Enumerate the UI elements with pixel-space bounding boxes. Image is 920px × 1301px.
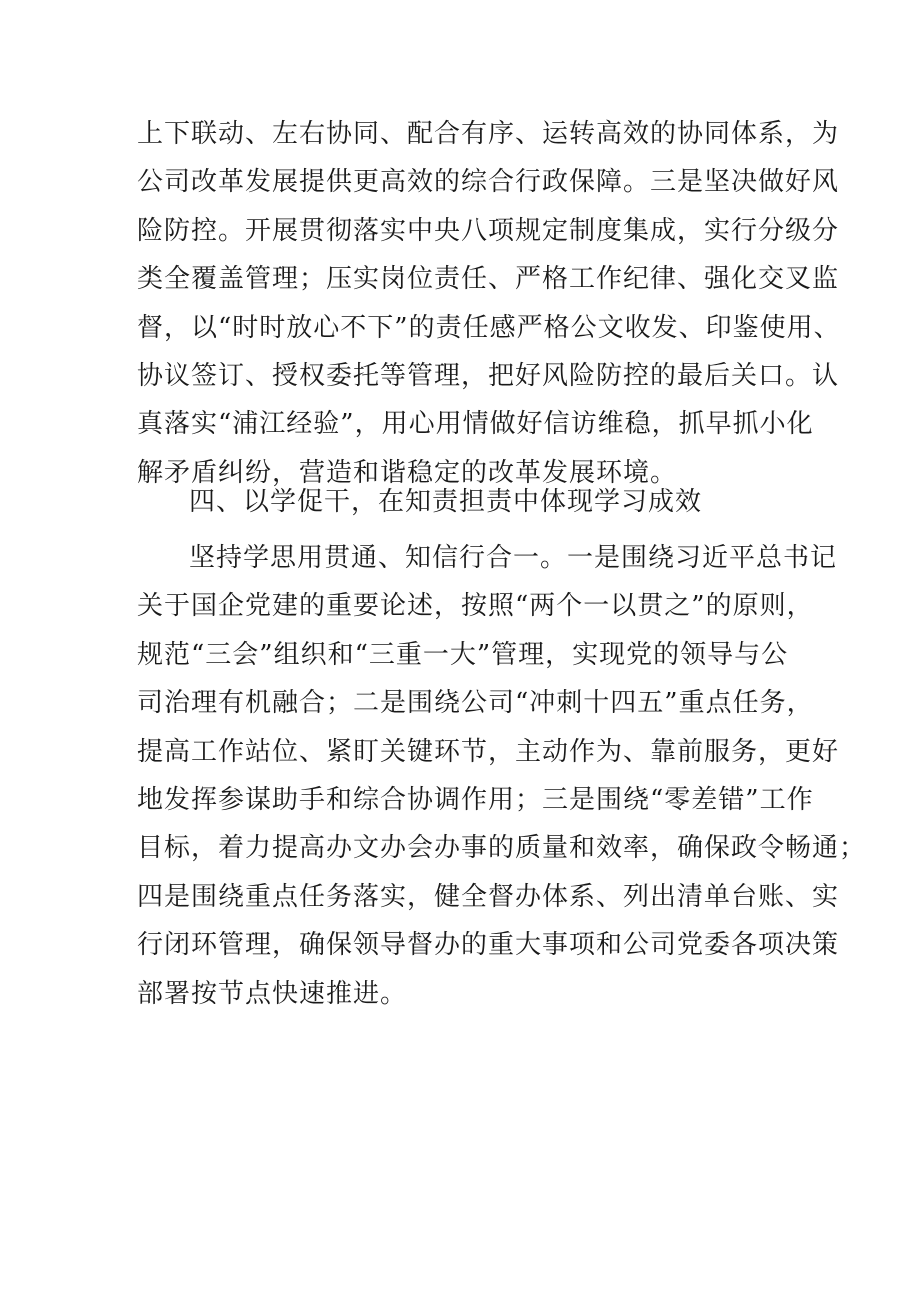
paragraph-line: 真落实“浦江经验”，用心用情做好信访维稳，抓早抓小化: [137, 409, 814, 440]
section-heading: [137, 478, 797, 526]
paragraph-line: 部署按节点快速推进。: [137, 978, 408, 1009]
paragraph-line: 司治理有机融合；二是围绕公司“冲刺十四五”重点任务，: [137, 688, 814, 719]
paragraph-line: 地发挥参谋助手和综合协调作用；三是围绕“零差错”工作: [137, 784, 814, 815]
paragraph-line: 目标，着力提高办文办会办事的质量和效率，确保政令畅通；: [137, 833, 867, 864]
paragraph-line: 行闭环管理，确保领导督办的重大事项和公司党委各项决策: [137, 930, 840, 961]
paragraph-line: 解矛盾纠纷，营造和谐稳定的改革发展环境。: [137, 457, 678, 488]
paragraph-line: 四是围绕重点任务落实，健全督办体系、列出清单台账、实: [137, 881, 840, 912]
paragraph-line: 类全覆盖管理；压实岗位责任、严格工作纪律、强化交叉监: [137, 264, 840, 295]
paragraph-line: 规范“三会”组织和“三重一大”管理，实现党的领导与公: [137, 639, 789, 670]
paragraph-learning: [137, 534, 867, 1018]
paragraph-line: 上下联动、左右协同、配合有序、运转高效的协同体系，为: [137, 119, 840, 149]
paragraph-line: 督，以“时时放心不下”的责任感严格公文收发、印鉴使用、: [137, 312, 841, 343]
paragraph-line: 协议签订、授权委托等管理，把好风险防控的最后关口。认: [137, 360, 840, 391]
paragraph-line: 坚持学思用贯通、知信行合一。一是围绕习近平总书记: [189, 543, 838, 573]
section-heading-text: 四、以学促干，在知责担责中体现学习成效: [189, 487, 703, 517]
paragraph-line: 公司改革发展提供更高效的综合行政保障。三是坚决做好风: [137, 167, 840, 198]
paragraph-line: 提高工作站位、紧盯关键环节，主动作为、靠前服务，更好: [137, 736, 840, 767]
paragraph-line: 关于国企党建的重要论述，按照“两个一以贯之”的原则，: [137, 591, 814, 622]
paragraph-line: 险防控。开展贯彻落实中央八项规定制度集成，实行分级分: [137, 215, 840, 246]
paragraph-risk-control: [137, 110, 841, 497]
